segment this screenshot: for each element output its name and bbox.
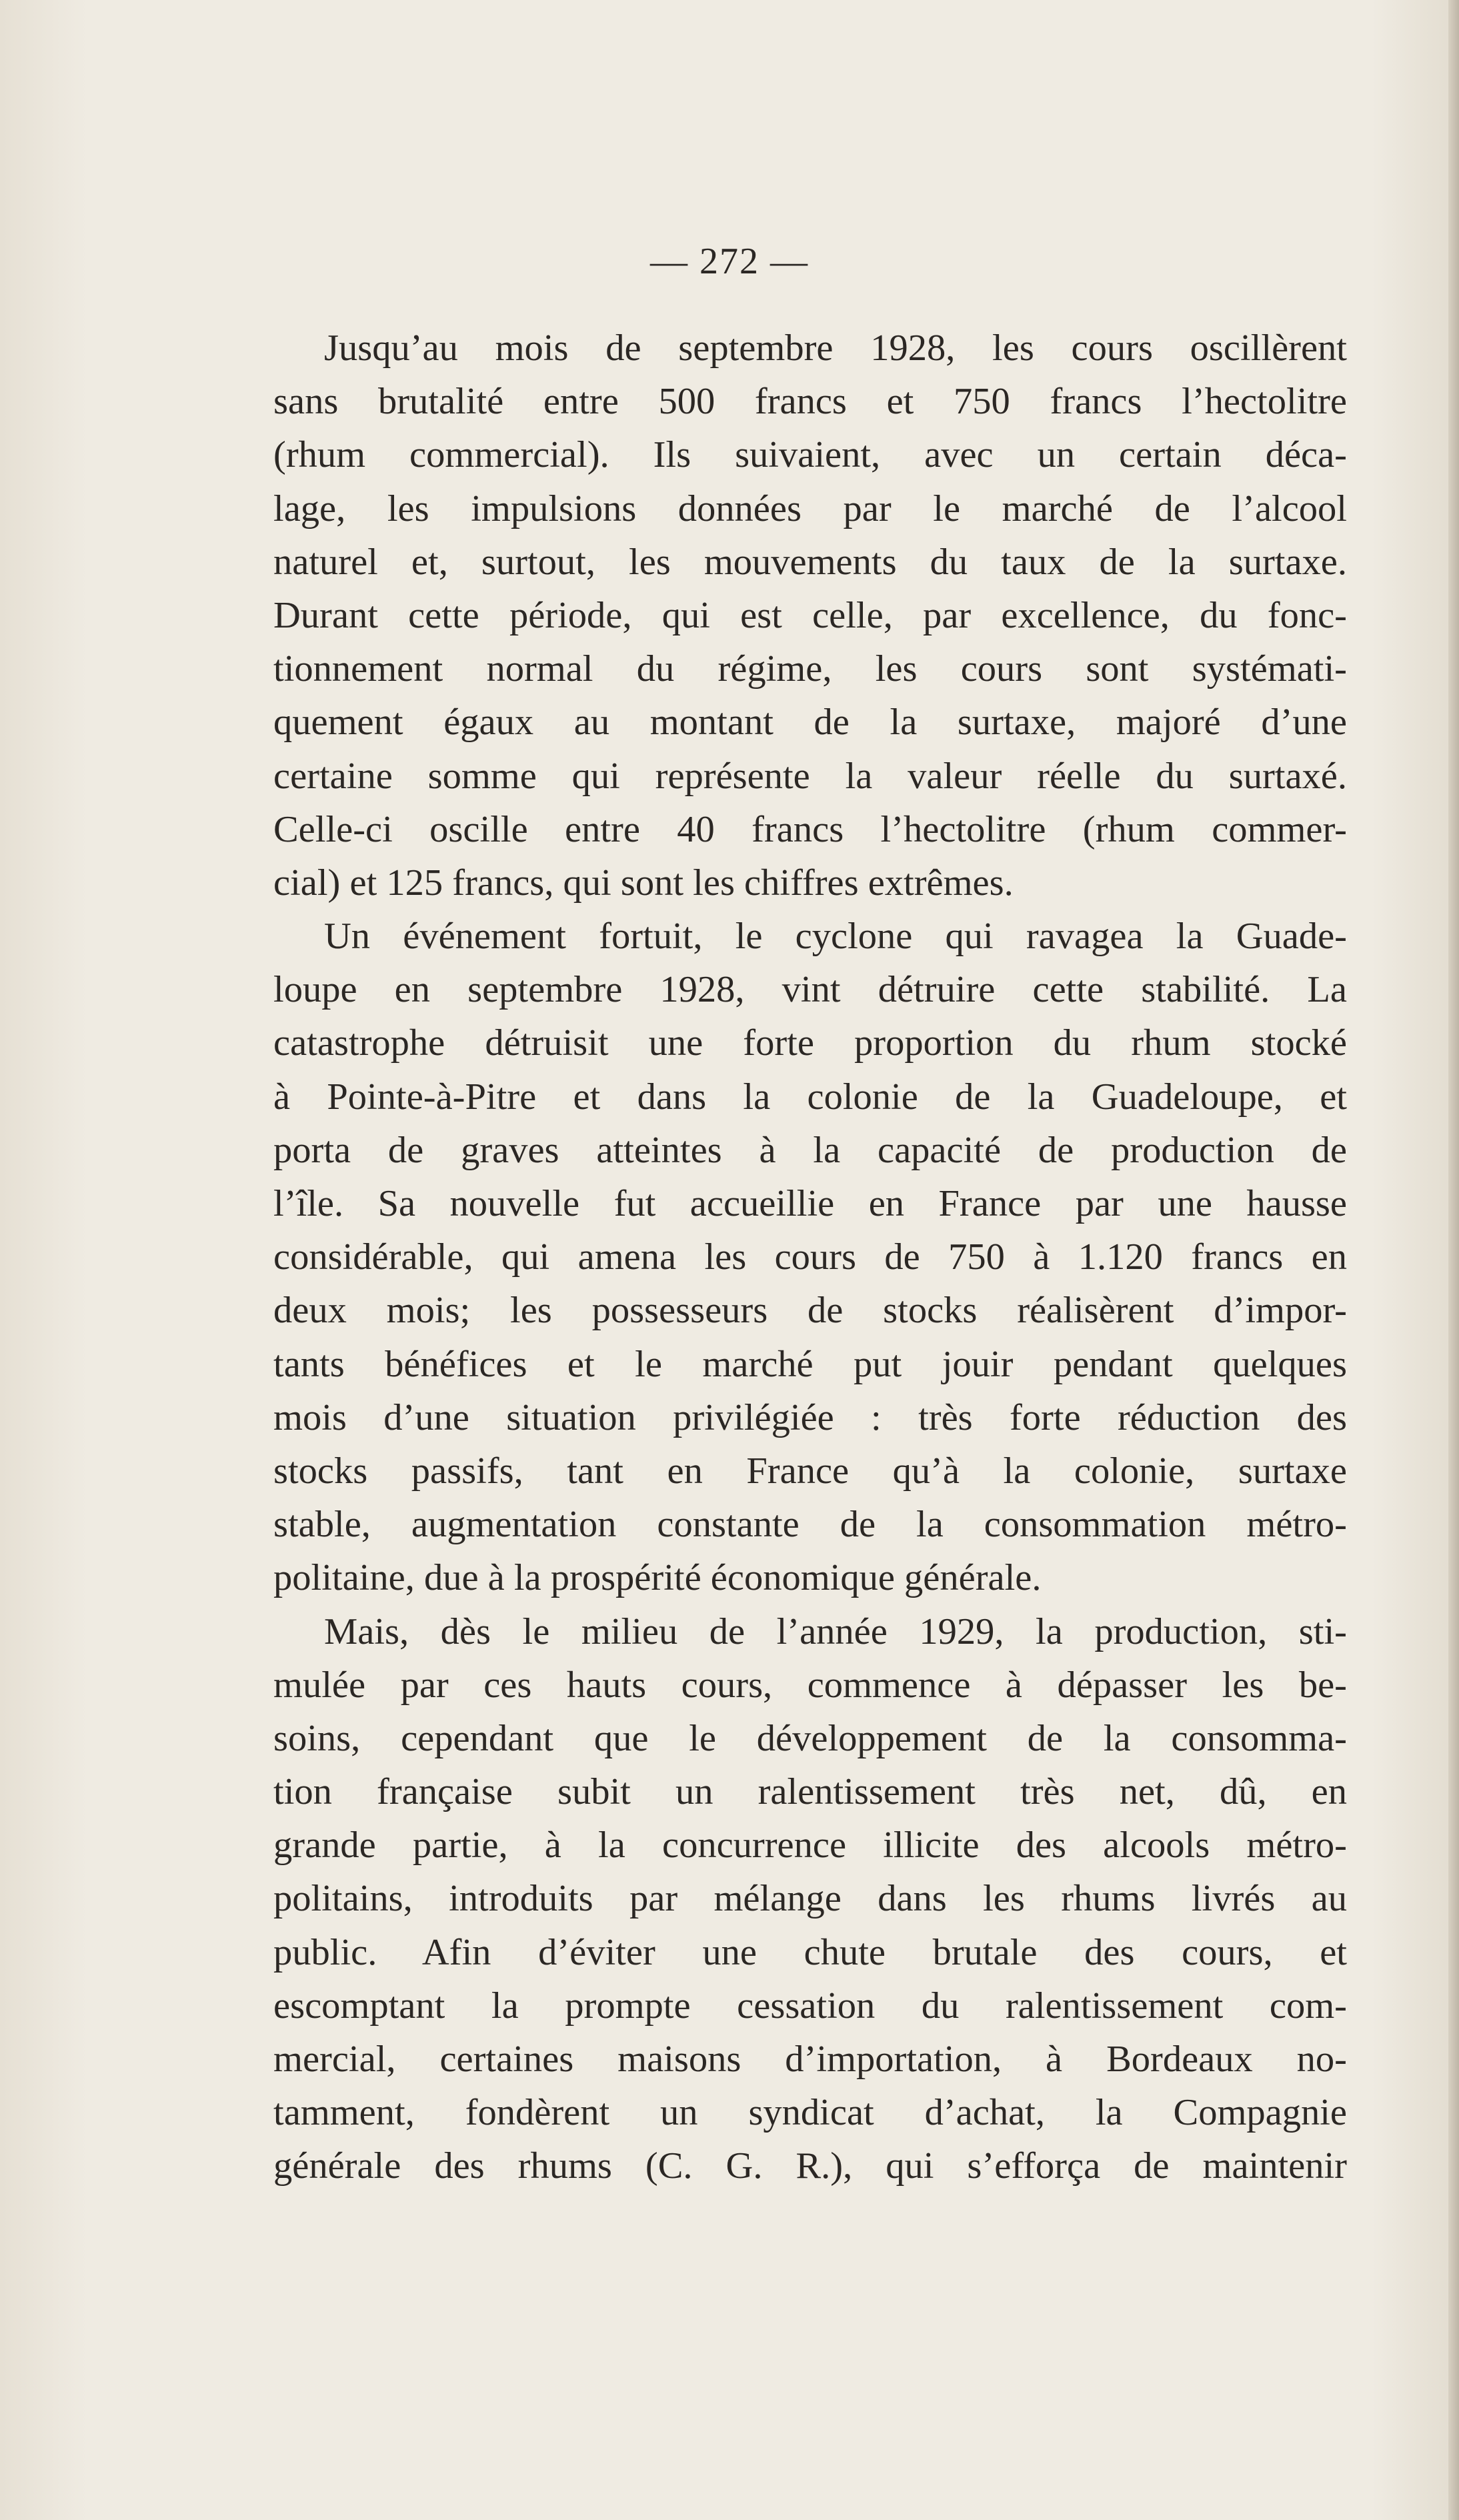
text-line: cial) et 125 francs, qui sont les chiffres extrêmes. [273, 862, 1014, 904]
page-number: — 272 — [650, 241, 809, 282]
text-line: tants bénéfices et le marché put jouir pendant quelques [273, 1343, 1347, 1385]
text-line: à Pointe-à-Pitre et dans la colonie de la Guadeloupe, et [273, 1076, 1347, 1118]
text-line: mois d’une situation privilégiée : très forte réduction des [273, 1396, 1347, 1438]
text-line: Jusqu’au mois de septembre 1928, les cours oscillèrent [324, 327, 1347, 369]
text-line: Durant cette période, qui est celle, par excellence, du fonc- [273, 594, 1347, 636]
text-line: tion française subit un ralentissement très net, dû, en [273, 1771, 1347, 1813]
text-line: certaine somme qui représente la valeur réelle du surtaxé. [273, 755, 1347, 797]
text-line: générale des rhums (C. G. R.), qui s’efforça de maintenir [273, 2145, 1347, 2187]
text-line: quement égaux au montant de la surtaxe, majoré d’une [273, 702, 1347, 744]
text-line: politains, introduits par mélange dans les rhums livrés au [273, 1878, 1347, 1920]
text-line: stocks passifs, tant en France qu’à la colonie, surtaxe [273, 1450, 1347, 1492]
text-line: (rhum commercial). Ils suivaient, avec un certain déca- [273, 434, 1347, 476]
text-line: tionnement normal du régime, les cours sont systémati- [273, 648, 1347, 690]
page-edge-shadow [1448, 0, 1459, 2520]
text-line: Celle-ci oscille entre 40 francs l’hectolitre (rhum commer- [273, 808, 1347, 850]
text-line: sans brutalité entre 500 francs et 750 francs l’hectolitre [273, 381, 1347, 423]
text-line: lage, les impulsions données par le marché de l’alcool [273, 487, 1347, 529]
text-line: politaine, due à la prospérité économique générale. [273, 1557, 1042, 1599]
text-line: escomptant la prompte cessation du ralentissement com- [273, 1985, 1347, 2027]
text-line: considérable, qui amena les cours de 750 à 1.120 francs en [273, 1236, 1347, 1278]
text-line: mercial, certaines maisons d’importation, à Bordeaux no- [273, 2039, 1347, 2080]
text-line: soins, cependant que le développement de la consomma- [273, 1717, 1347, 1759]
text-line: porta de graves atteintes à la capacité de production de [273, 1129, 1347, 1171]
text-line: loupe en septembre 1928, vint détruire cette stabilité. La [273, 969, 1347, 1011]
text-line: tamment, fondèrent un syndicat d’achat, la Compagnie [273, 2092, 1347, 2134]
text-line: Mais, dès le milieu de l’année 1929, la production, sti- [324, 1610, 1347, 1652]
body-text [273, 321, 1347, 2193]
text-line: naturel et, surtout, les mouvements du taux de la surtaxe. [273, 541, 1347, 583]
text-line: l’île. Sa nouvelle fut accueillie en France par une hausse [273, 1183, 1347, 1224]
text-line: deux mois; les possesseurs de stocks réalisèrent d’impor- [273, 1290, 1347, 1332]
text-line: public. Afin d’éviter une chute brutale des cours, et [273, 1931, 1347, 1973]
text-line: Un événement fortuit, le cyclone qui ravagea la Guade- [324, 916, 1347, 958]
text-line: mulée par ces hauts cours, commence à dépasser les be- [273, 1664, 1347, 1706]
text-line: catastrophe détruisit une forte proportion du rhum stocké [273, 1022, 1347, 1064]
text-line: grande partie, à la concurrence illicite des alcools métro- [273, 1824, 1347, 1866]
text-line: stable, augmentation constante de la consommation métro- [273, 1504, 1347, 1546]
